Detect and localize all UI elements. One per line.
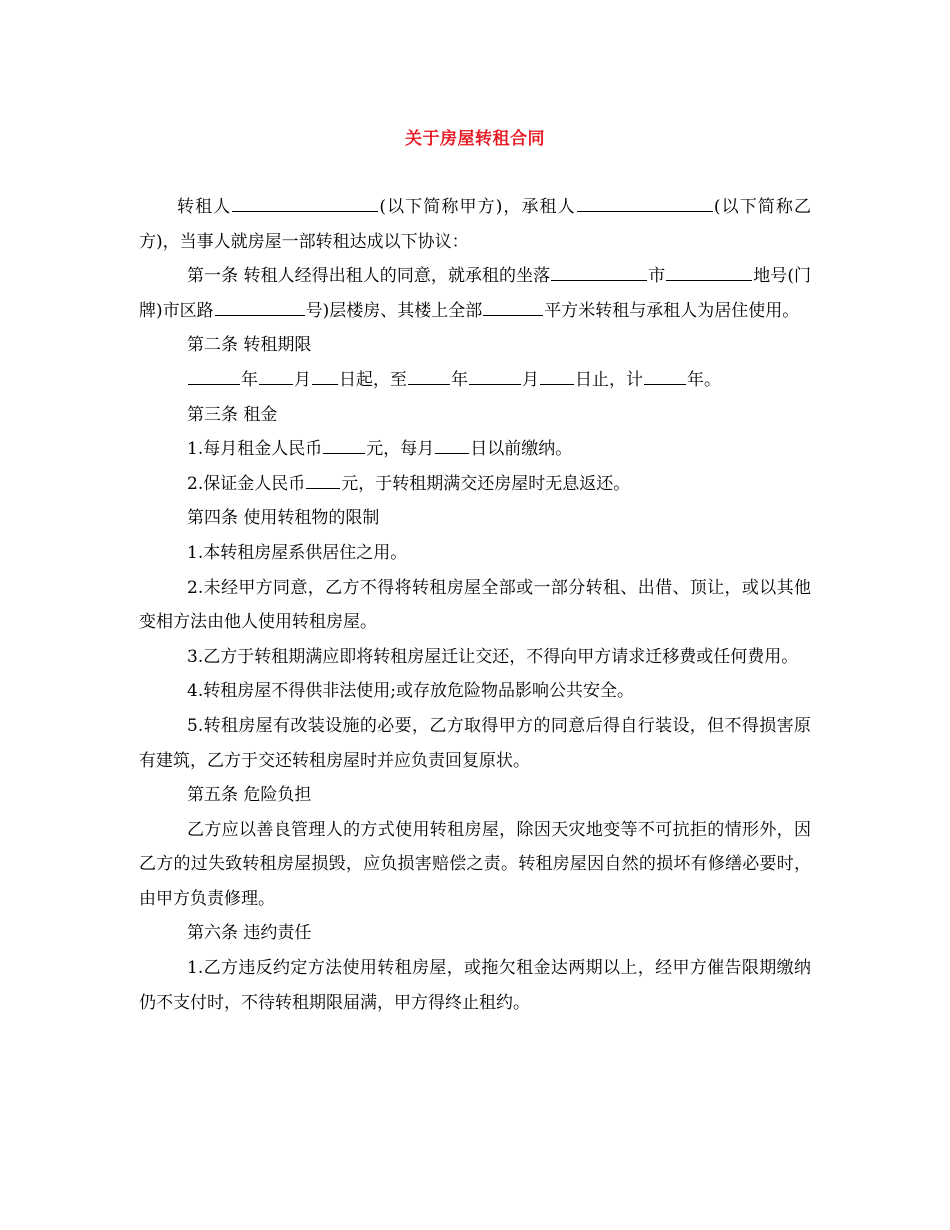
article-4-item-1: 1.本转租房屋系供居住之用。 bbox=[187, 542, 408, 563]
sublessor-blank bbox=[232, 193, 378, 212]
total-years-blank bbox=[644, 366, 686, 385]
start-month-blank bbox=[259, 366, 293, 385]
term-from-label: 日起，至 bbox=[339, 369, 407, 390]
rent-text-b: 元，每月 bbox=[366, 439, 435, 460]
article-2-term bbox=[139, 363, 811, 398]
start-day-blank bbox=[312, 366, 338, 385]
rent-text-a: 1.每月租金人民币 bbox=[187, 439, 323, 460]
article-6-heading: 第六条 违约责任 bbox=[187, 923, 312, 944]
article-3-item-1 bbox=[139, 432, 811, 467]
term-until-label: 日止，计 bbox=[575, 369, 643, 390]
article-3-item-2 bbox=[139, 467, 811, 502]
art1-text-b: 市 bbox=[648, 266, 666, 287]
rent-amount-blank bbox=[323, 435, 365, 454]
area-blank bbox=[483, 297, 543, 316]
intro-text-b: (以下简称甲方)，承租人 bbox=[379, 197, 576, 217]
term-end-year-label: 年 bbox=[451, 369, 468, 390]
art1-text-c: 地号(门牌)市区路 bbox=[139, 266, 812, 321]
term-month-label: 月 bbox=[294, 369, 311, 390]
intro-text-a: 转租人 bbox=[177, 197, 232, 217]
article-4-item-5: 5.转租房屋有改装设施的必要，乙方取得甲方的同意后得自行装设，但不得损害原有建筑，乙方于交还转租房屋时并应负责回复原状。 bbox=[139, 715, 811, 771]
end-month-blank bbox=[469, 366, 521, 385]
article-4-item-4: 4.转租房屋不得供非法使用;或存放危险物品影响公共安全。 bbox=[187, 681, 634, 702]
art1-text-e: 平方米转租与承租人为居住使用。 bbox=[544, 300, 800, 321]
term-total-label: 年。 bbox=[687, 369, 721, 390]
end-day-blank bbox=[540, 366, 574, 385]
article-6-item-1: 1.乙方违反约定方法使用转租房屋，或拖欠租金达两期以上，经甲方催告限期缴纳仍不支付时，不待转租期限届满，甲方得终止租约。 bbox=[139, 958, 811, 1013]
article-4-heading: 第四条 使用转租物的限制 bbox=[187, 508, 380, 529]
district-blank bbox=[666, 262, 752, 281]
term-end-month-label: 月 bbox=[522, 369, 539, 390]
deposit-text-a: 2.保证金人民币 bbox=[187, 473, 306, 494]
deposit-text-b: 元，于转租期满交还房屋时无息返还。 bbox=[341, 473, 631, 494]
end-year-blank bbox=[408, 366, 450, 385]
art1-text-d: 号)层楼房、其楼上全部 bbox=[305, 300, 483, 321]
article-3-heading: 第三条 租金 bbox=[187, 404, 278, 425]
article-4-item-2: 2.未经甲方同意，乙方不得将转租房屋全部或一部分转租、出借、顶让，或以其他变相方法由他人使用转租房屋。 bbox=[139, 577, 811, 633]
intro-text-c: (以下简称乙方)，当事人就房屋一部转租达成以下协议： bbox=[139, 197, 812, 252]
rent-text-c: 日以前缴纳。 bbox=[470, 439, 573, 460]
article-4-item-3: 3.乙方于转租期满应即将转租房屋迁让交还，不得向甲方请求迁移费或任何费用。 bbox=[187, 646, 799, 667]
term-year-label: 年 bbox=[241, 369, 258, 390]
document-title: 关于房屋转租合同 bbox=[405, 129, 545, 149]
location-blank bbox=[551, 262, 647, 281]
art1-text-a: 第一条 转租人经得出租人的同意，就承租的坐落 bbox=[187, 266, 551, 287]
document-body bbox=[139, 190, 811, 1020]
rent-day-blank bbox=[435, 435, 469, 454]
start-year-blank bbox=[188, 366, 240, 385]
article-5-heading: 第五条 危险负担 bbox=[187, 785, 312, 806]
intro-paragraph bbox=[139, 190, 811, 259]
sublessee-blank bbox=[577, 193, 713, 212]
article-1 bbox=[139, 259, 811, 328]
article-5-body: 乙方应以善良管理人的方式使用转租房屋，除因天灾地变等不可抗拒的情形外，因乙方的过失致转租房屋损毁，应负损害赔偿之责。转租房屋因自然的损坏有修缮必要时，由甲方负责修理。 bbox=[139, 819, 811, 909]
street-number-blank bbox=[215, 297, 305, 316]
article-2-heading: 第二条 转租期限 bbox=[187, 335, 312, 356]
deposit-amount-blank bbox=[306, 470, 340, 489]
